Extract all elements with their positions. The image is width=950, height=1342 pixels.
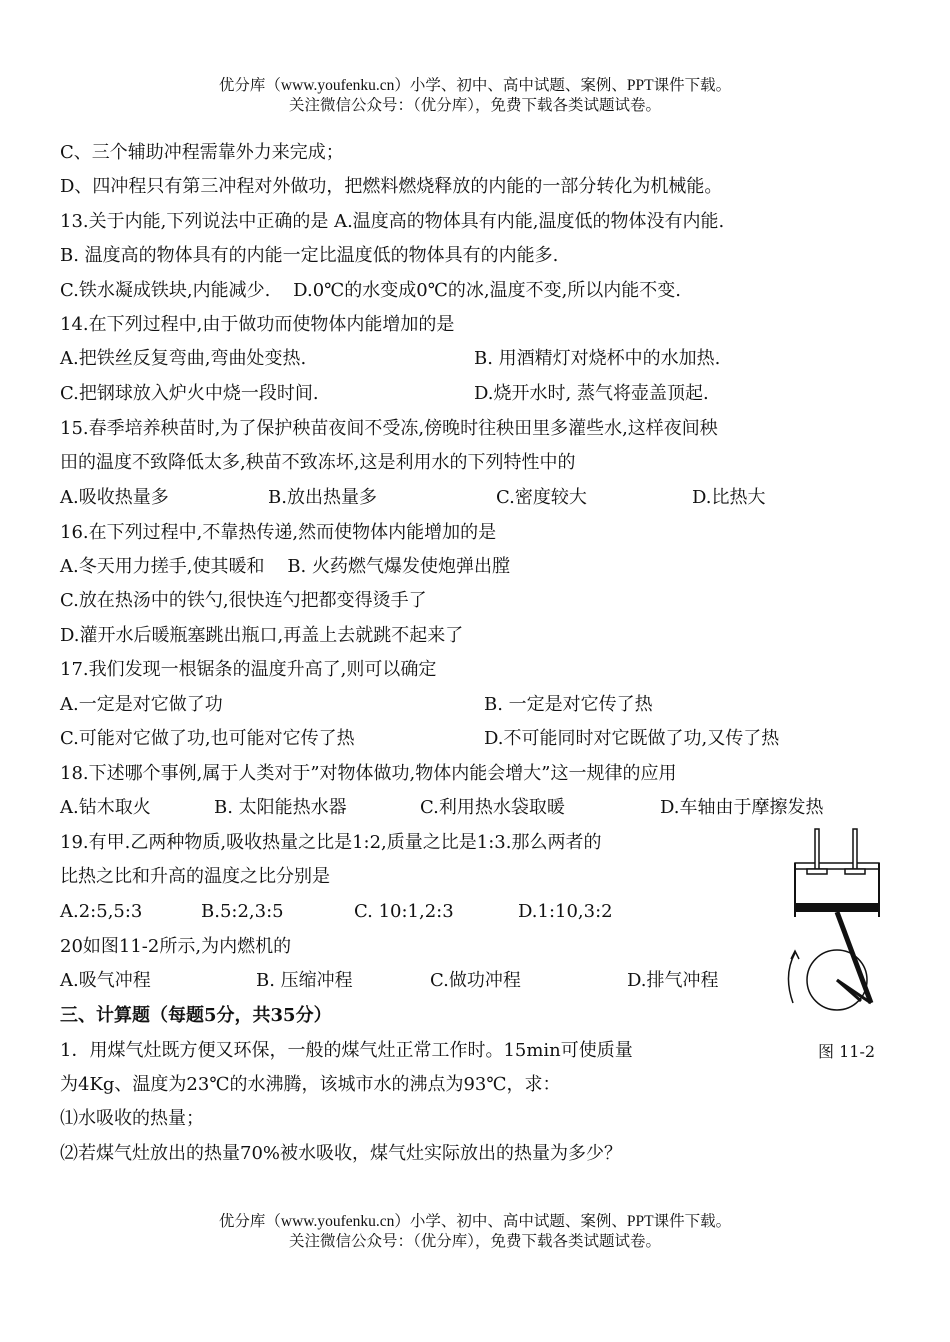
question-15-option-d: D.比热大 xyxy=(692,487,766,508)
question-13: 13.关于内能,下列说法中正确的是 A.温度高的物体具有内能,温度低的物体没有内能. xyxy=(60,211,725,232)
question-18-option-c: C.利用热水袋取暖 xyxy=(420,797,565,818)
question-15-option-a: A.吸收热量多 xyxy=(60,487,169,508)
option-c-line: C、三个辅助冲程需靠外力来完成； xyxy=(60,142,344,163)
question-16-option-c: C.放在热汤中的铁勺,很快连勺把都变得烫手了 xyxy=(60,590,427,611)
calc-question-1: 1．用煤气灶既方便又环保，一般的煤气灶正常工作时。15min可使质量 xyxy=(60,1040,633,1061)
question-19-option-d: D.1:10,3:2 xyxy=(518,901,613,922)
question-17-option-a: A.一定是对它做了功 xyxy=(60,694,223,715)
page-header-line-1: 优分库（www.youfenku.cn）小学、初中、高中试题、案例、PPT课件下载。 xyxy=(218,77,732,94)
calc-question-1-part-1: ⑴水吸收的热量； xyxy=(60,1108,204,1129)
question-18-option-a: A.钻木取火 xyxy=(60,797,151,818)
question-17-option-b: B. 一定是对它传了热 xyxy=(484,694,653,715)
page-header-line-2: 关注微信公众号：（优分库），免费下载各类试题试卷。 xyxy=(288,97,661,114)
question-19: 19.有甲.乙两种物质,吸收热量之比是1:2,质量之比是1:3.那么两者的 xyxy=(60,832,602,853)
question-19-cont: 比热之比和升高的温度之比分别是 xyxy=(60,866,330,887)
question-15: 15.春季培养秧苗时,为了保护秧苗夜间不受冻,傍晚时往秧田里多灌些水,这样夜间秧 xyxy=(60,418,718,439)
question-13-option-b: B. 温度高的物体具有的内能一定比温度低的物体具有的内能多. xyxy=(60,245,559,266)
question-15-option-b: B.放出热量多 xyxy=(268,487,377,508)
question-18: 18.下述哪个事例,属于人类对于”对物体做功,物体内能会增大”这一规律的应用 xyxy=(60,763,677,784)
question-14-option-c: C.把钢球放入炉火中烧一段时间. xyxy=(60,383,319,404)
figure-caption: 图 11-2 xyxy=(818,1042,876,1061)
question-14-option-d: D.烧开水时, 蒸气将壶盖顶起. xyxy=(474,383,709,404)
page-footer-line-2: 关注微信公众号：（优分库），免费下载各类试题试卷。 xyxy=(288,1233,661,1250)
question-14-option-a: A.把铁丝反复弯曲,弯曲处变热. xyxy=(60,348,307,369)
question-20-option-a: A.吸气冲程 xyxy=(60,970,151,991)
question-17: 17.我们发现一根锯条的温度升高了,则可以确定 xyxy=(60,659,437,680)
question-15-cont: 田的温度不致降低太多,秧苗不致冻坏,这是利用水的下列特性中的 xyxy=(60,452,576,473)
page-footer-line-1: 优分库（www.youfenku.cn）小学、初中、高中试题、案例、PPT课件下载。 xyxy=(218,1213,732,1230)
calc-question-1-part-2: ⑵若煤气灶放出的热量70%被水吸收，煤气灶实际放出的热量为多少？ xyxy=(60,1143,623,1164)
question-16: 16.在下列过程中,不靠热传递,然而使物体内能增加的是 xyxy=(60,522,497,543)
question-15-option-c: C.密度较大 xyxy=(496,487,587,508)
engine-cylinder-diagram-icon xyxy=(785,825,885,1025)
question-19-option-c: C. 10:1,2:3 xyxy=(354,901,454,922)
option-d-line: D、四冲程只有第三冲程对外做功，把燃料燃烧释放的内能的一部分转化为机械能。 xyxy=(60,176,723,197)
question-16-options-ab: A.冬天用力搓手,使其暖和 B. 火药燃气爆发使炮弹出膛 xyxy=(60,556,510,577)
question-20-option-c: C.做功冲程 xyxy=(430,970,521,991)
question-16-option-d: D.灌开水后暖瓶塞跳出瓶口,再盖上去就跳不起来了 xyxy=(60,625,464,646)
question-19-option-a: A.2:5,5:3 xyxy=(60,901,143,922)
question-14-option-b: B. 用酒精灯对烧杯中的水加热. xyxy=(474,348,721,369)
question-19-option-b: B.5:2,3:5 xyxy=(201,901,284,922)
question-13-options-cd: C.铁水凝成铁块,内能减少. D.0℃的水变成0℃的冰,温度不变,所以内能不变. xyxy=(60,280,682,301)
section-title-calculation: 三、计算题（每题5分，共35分） xyxy=(60,1005,332,1026)
calc-question-1-cont: 为4Kg、温度为23℃的水沸腾，该城市水的沸点为93℃，求： xyxy=(60,1074,561,1095)
question-18-option-b: B. 太阳能热水器 xyxy=(214,797,347,818)
question-18-option-d: D.车轴由于摩擦发热 xyxy=(660,797,824,818)
question-17-option-c: C.可能对它做了功,也可能对它传了热 xyxy=(60,728,355,749)
question-20: 20如图11-2所示,为内燃机的 xyxy=(60,936,292,957)
question-14: 14.在下列过程中,由于做功而使物体内能增加的是 xyxy=(60,314,455,335)
question-20-option-d: D.排气冲程 xyxy=(627,970,719,991)
question-17-option-d: D.不可能同时对它既做了功,又传了热 xyxy=(484,728,780,749)
question-20-option-b: B. 压缩冲程 xyxy=(256,970,353,991)
